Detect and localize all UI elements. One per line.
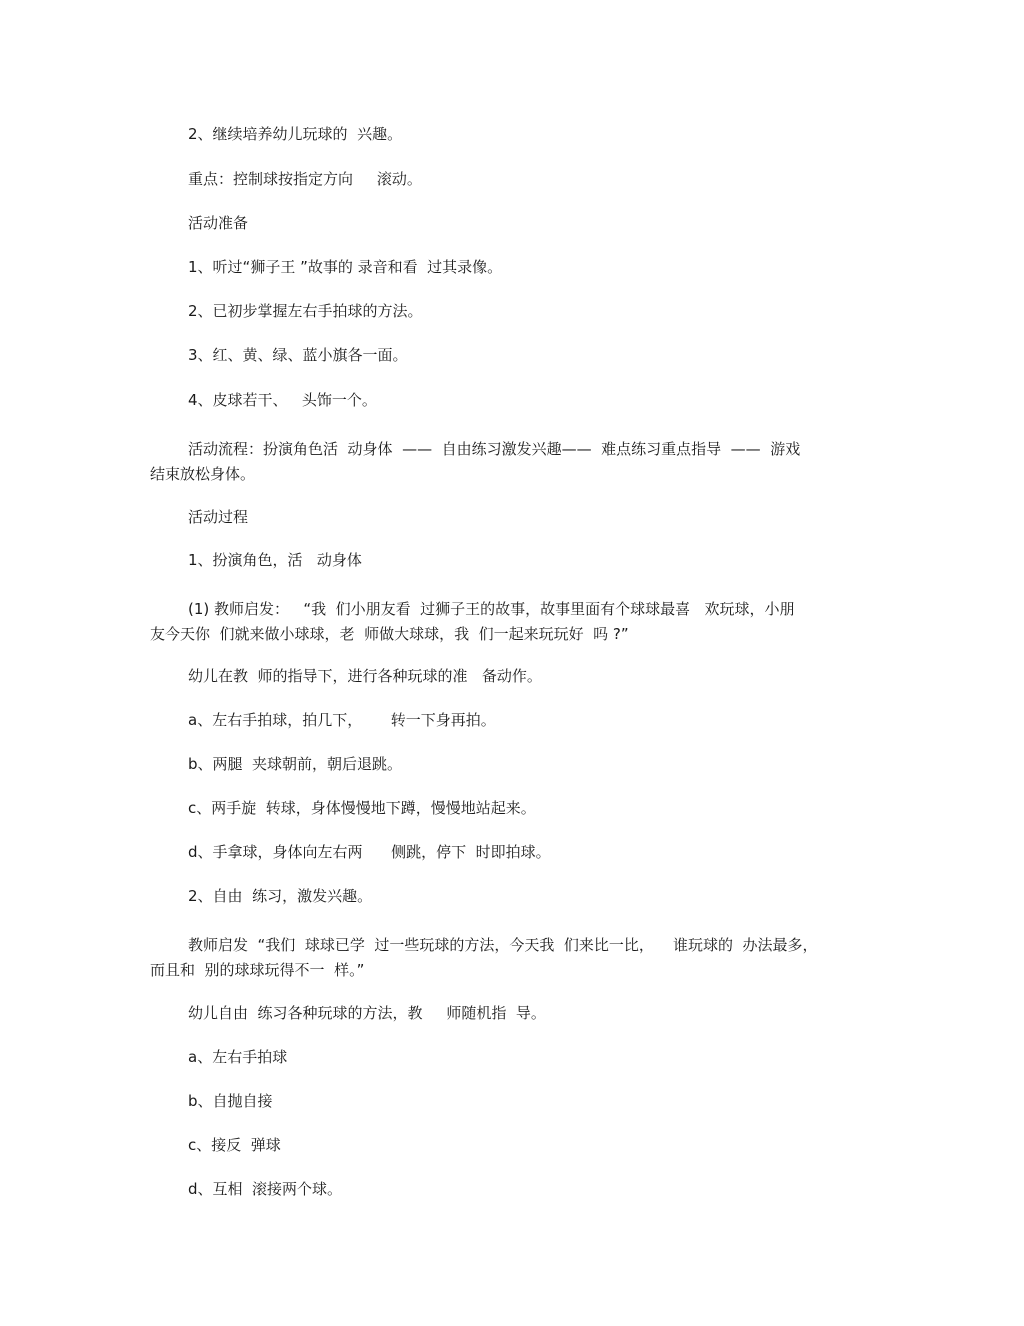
warmup-item-d: d、手拿球，身体向左右两 侧跳，停下 时即拍球。 (188, 843, 551, 861)
activity-flow-line-2: 结束放松身体。 (150, 465, 256, 483)
focus-point: 重点：控制球按指定方向 滚动。 (188, 170, 422, 188)
children-warmup: 幼儿在教 师的指导下，进行各种玩球的准 备动作。 (188, 667, 542, 685)
activity-flow-paragraph (150, 437, 870, 487)
warmup-item-c: c、两手旋 转球，身体慢慢地下蹲，慢慢地站起来。 (188, 799, 536, 817)
teacher-prompt-1-line-1: (1) 教师启发： “我 们小朋友看 过狮子王的故事，故事里面有个球球最喜 欢玩球，小朋 (188, 600, 795, 618)
practice-item-c: c、接反 弹球 (188, 1136, 281, 1154)
step-1-heading: 1、扮演角色，活 动身体 (188, 551, 362, 569)
practice-item-a: a、左右手拍球 (188, 1048, 288, 1066)
warmup-item-a: a、左右手拍球，拍几下， 转一下身再拍。 (188, 711, 496, 729)
practice-item-d: d、互相 滚接两个球。 (188, 1180, 343, 1198)
teacher-prompt-1-paragraph (150, 597, 870, 647)
teacher-prompt-2-line-2: 而且和 别的球球玩得不一 样。” (150, 961, 365, 979)
prep-item-1: 1、听过“狮子王 ”故事的 录音和看 过其录像。 (188, 258, 503, 276)
teacher-prompt-2-line-1: 教师启发 “我们 球球已学 过一些玩球的方法，今天我 们来比一比， 谁玩球的 办法最多， (188, 936, 818, 954)
warmup-item-b: b、两腿 夹球朝前，朝后退跳。 (188, 755, 403, 773)
teacher-prompt-1-line-2: 友今天你 们就来做小球球，老 师做大球球，我 们一起来玩玩好 吗 ?” (150, 625, 629, 643)
step-2-heading: 2、自由 练习，激发兴趣。 (188, 887, 373, 905)
process-heading: 活动过程 (188, 508, 249, 526)
goal-2: 2、继续培养幼儿玩球的 兴趣。 (188, 125, 403, 143)
practice-item-b: b、自抛自接 (188, 1092, 273, 1110)
prep-item-2: 2、已初步掌握左右手拍球的方法。 (188, 302, 423, 320)
prep-heading: 活动准备 (188, 214, 249, 232)
prep-item-3: 3、红、黄、绿、蓝小旗各一面。 (188, 346, 408, 364)
teacher-prompt-2-paragraph (150, 933, 870, 983)
activity-flow-line-1: 活动流程：扮演角色活 动身体 —— 自由练习激发兴趣—— 难点练习重点指导 —— 游戏 (188, 440, 801, 458)
prep-item-4: 4、皮球若干、 头饰一个。 (188, 391, 377, 409)
children-free-practice: 幼儿自由 练习各种玩球的方法，教 师随机指 导。 (188, 1004, 546, 1022)
